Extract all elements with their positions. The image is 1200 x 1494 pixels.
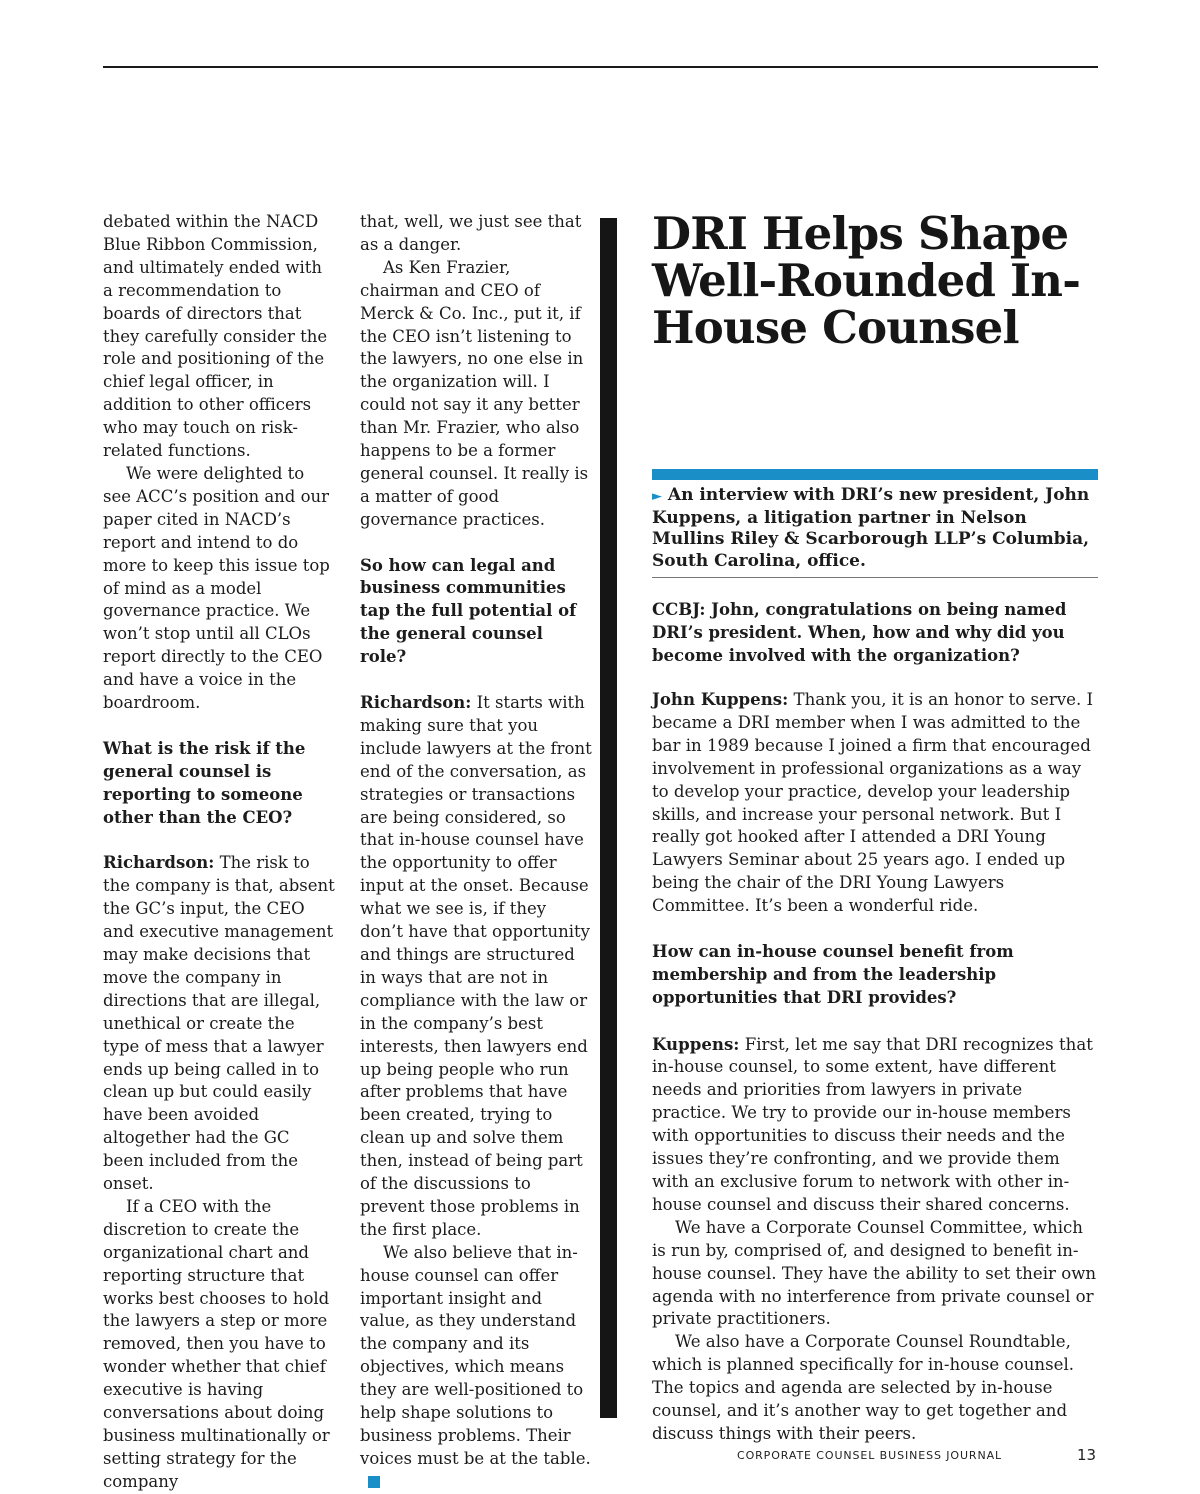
article-headline: DRI Helps Shape Well-Rounded In-House Counsel [652,207,1081,354]
column-2 [360,211,592,1494]
page-number: 13 [1077,1446,1097,1464]
answer-text: Thank you, it is an honor to serve. I became a DRI member when I was admitted to the bar in 1989 because I joined a firm that encouraged involvement in professional organizations as a way to develop your practice, develop your leadership skills, and increase your personal network. But I really got hooked after I attended a DRI Young Lawyers Seminar about 25 years ago. I ended up being the chair of the DRI Young Lawyers Committee. It’s been a wonderful ride. [652,690,1094,916]
speaker-label: John Kuppens: [652,689,789,709]
answer-text: First, let me say that DRI recognizes that in-house counsel, to some extent, have different needs and priorities from lawyers in private practice. We try to provide our in-house members with opportunities to discuss their needs and the issues they’re confronting, and we provide them with an exclusive forum to network with other in-house counsel and discuss their shared concerns. [652,1034,1093,1214]
column2-paragraph-3 [360,1242,592,1494]
accent-bar [652,469,1098,480]
answer-involvement [652,688,1100,918]
column1-paragraph-1: debated within the NACD Blue Ribbon Commission, and ultimately ended with a recommendation to boards of directors that they carefully consider the role and positioning of the chief legal officer, in addition to other officers who may touch on risk-related functions. [103,212,328,461]
end-mark-icon [368,1476,380,1488]
answer-potential [360,692,592,1242]
question-potential: So how can legal and business communities tap the full potential of the general counsel role? [360,555,577,667]
answer-text: It starts with making sure that you include lawyers at the front end of the conversation, as strategies or transactions are being considered, so that in-house counsel have the opportunity to offer input at the onset. Because what we see is, if they don’t have that opportunity and things are structured in ways that are not in compliance with the law or in the company’s best interests, then lawyers end up being people who run after problems that have been created, trying to clean up and solve them then, instead of being part of the discussions to prevent those problems in the first place. [360,693,592,1239]
article-paragraph-committee: We have a Corporate Counsel Committee, which is run by, comprised of, and designed to benefit in-house counsel. They have the ability to set their own agenda with no interference from private counsel or private practitioners. [652,1217,1097,1329]
column2-paragraph-2: As Ken Frazier, chairman and CEO of Merck & Co. Inc., put it, if the CEO isn’t listening to the lawyers, no one else in the organization will. I could not say it any better than Mr. Frazier, who also happens to be a former general counsel. It really is a matter of good governance practices. [360,257,589,529]
answer-text: The risk to the company is that, absent the GC’s input, the CEO and executive management may make decisions that move the company in directions that are illegal, unethical or create the type of mess that a lawyer ends up being called in to clean up but could easily have been avoided altogether had the GC been included from the onset. [103,853,335,1194]
column-1 [103,211,335,1494]
answer-benefit [652,1033,1100,1217]
speaker-label: Kuppens: [652,1033,740,1054]
top-rule [103,66,1098,68]
question-congratulations: CCBJ: John, congratulations on being named DRI’s president. When, how and why did you become involved with the organization? [652,600,1067,665]
article-deck [652,485,1098,572]
deck-arrow-icon: ► [652,489,662,504]
column1-paragraph-2: We were delighted to see ACC’s position and our paper cited in NACD’s report and intend to do more to keep this issue top of mind as a model governance practice. We won’t stop until all CLOs report directly to the CEO and have a voice in the boardroom. [103,463,330,713]
sidebar-divider-bar [600,218,617,1418]
question-benefit: How can in-house counsel benefit from membership and from the leadership opportunities that DRI provides? [652,941,1014,1007]
article-body [652,688,1100,1446]
deck-text: An interview with DRI’s new president, John Kuppens, a litigation partner in Nelson Mullins Riley & Scarborough LLP’s Columbia, South Carolina, office. [652,485,1090,571]
deck-rule [652,577,1098,578]
column1-paragraph-3: If a CEO with the discretion to create the organizational chart and reporting structure that works best chooses to hold the lawyers a step or more removed, then you have to wonder whether that chief executive is having conversations about doing business multinationally or setting strategy for the company [103,1196,330,1491]
footer-publication: CORPORATE COUNSEL BUSINESS JOURNAL [737,1449,1003,1462]
closing-text: We also believe that in-house counsel can offer important insight and value, as they understand the company and its objectives, which means they are well-positioned to help shape solutions to business problems. Their voices must be at the table. [360,1242,591,1468]
speaker-label: Richardson: [360,693,472,712]
column2-paragraph-1: that, well, we just see that as a danger. [360,212,582,254]
speaker-label: Richardson: [103,853,215,873]
answer-risk [103,852,335,1196]
question-risk: What is the risk if the general counsel is reporting to someone other than the CEO? [103,738,306,827]
article-paragraph-roundtable: We also have a Corporate Counsel Roundtable, which is planned specifically for in-house counsel. The topics and agenda are selected by in-house counsel, and it’s another way to get together and discuss things with their peers. [652,1332,1075,1443]
